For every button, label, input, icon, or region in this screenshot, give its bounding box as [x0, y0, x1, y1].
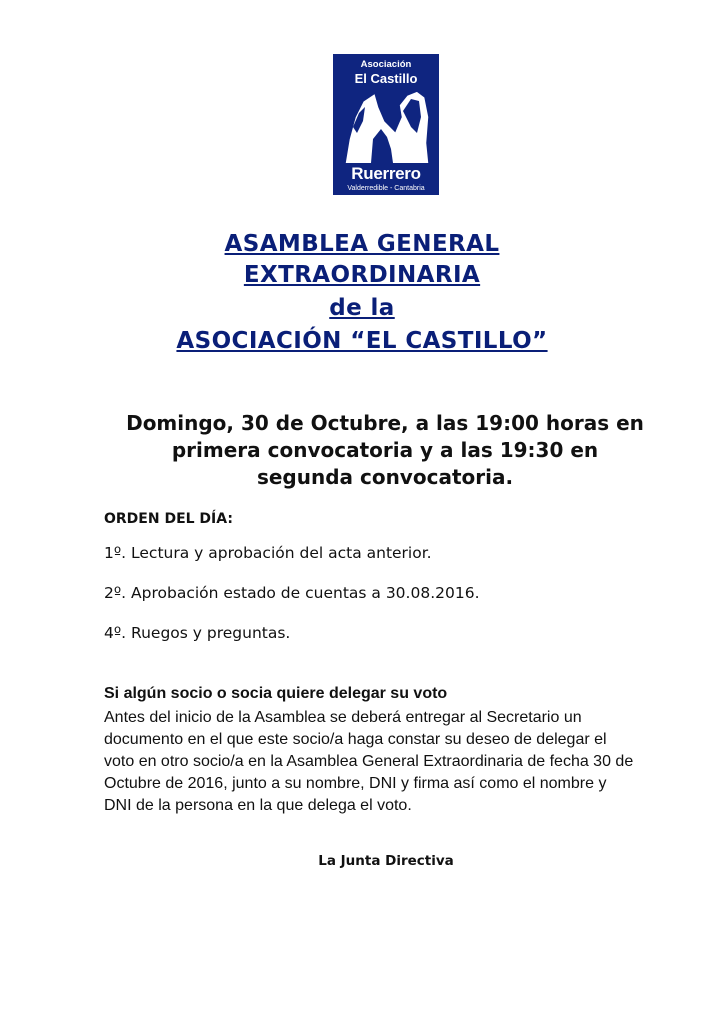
schedule-line-1: Domingo, 30 de Octubre, a las 19:00 horas en [126, 411, 644, 435]
title-line-3: de la [329, 295, 395, 321]
schedule-line-3: segunda convocatoria. [256, 465, 514, 489]
title-line-4: ASOCIACIÓN “EL CASTILLO” [176, 328, 548, 354]
schedule-line-2: primera convocatoria y a las 19:30 en [171, 438, 599, 462]
agenda-item: 4º. Ruegos y preguntas. [104, 624, 291, 642]
logo-region-label: Valderredible - Cantabria [347, 185, 425, 192]
agenda-item: 2º. Aprobación estado de cuentas a 30.08.2016. [104, 584, 480, 602]
delegation-text-line: DNI de la persona en la que delega el voto. [104, 797, 412, 814]
delegation-heading: Si algún socio o socia quiere delegar su voto [104, 685, 448, 702]
delegation-text-line: Octubre de 2016, junto a su nombre, DNI y firma así como el nombre y [104, 775, 607, 792]
logo-castle-label: El Castillo [354, 71, 418, 86]
delegation-text-line: Antes del inicio de la Asamblea se deberá entregar al Secretario un [104, 709, 582, 726]
agenda-item: 1º. Lectura y aprobación del acta anterior. [104, 544, 432, 562]
signature: La Junta Directiva [318, 853, 454, 869]
logo-association-label: Asociación [360, 59, 412, 70]
delegation-text-line: documento en el que este socio/a haga constar su deseo de delegar el [104, 731, 607, 748]
title-line-1: ASAMBLEA GENERAL [224, 231, 500, 257]
association-logo [333, 54, 439, 195]
logo-town-label: Ruerrero [351, 164, 421, 183]
title-line-2: EXTRAORDINARIA [243, 262, 481, 288]
castle-rock-icon [341, 87, 431, 165]
agenda-heading: ORDEN DEL DÍA: [104, 511, 233, 527]
delegation-text-line: voto en otro socio/a en la Asamblea General Extraordinaria de fecha 30 de [104, 753, 634, 770]
